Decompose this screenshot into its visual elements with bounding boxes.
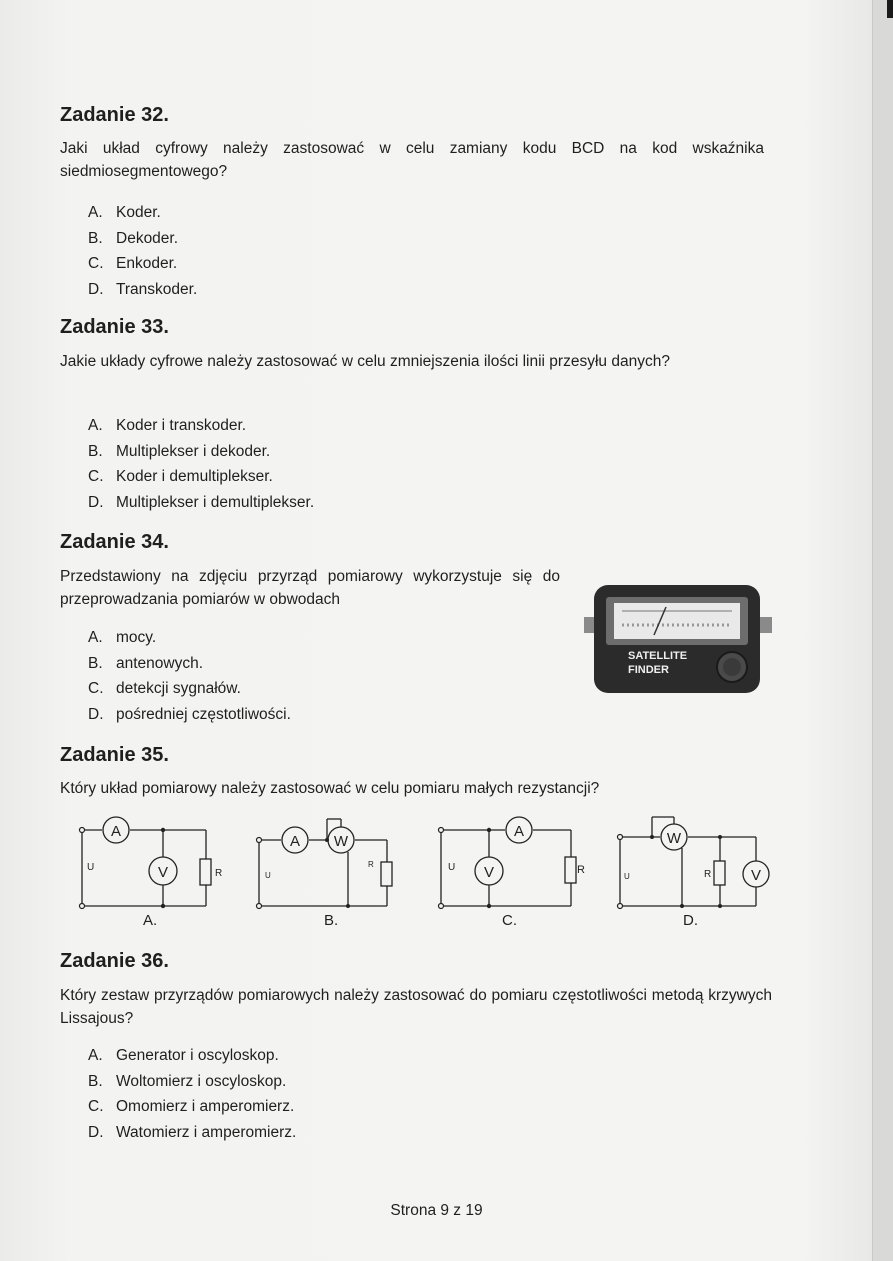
task-34-option-d[interactable]: D. pośredniej częstotliwości. (88, 705, 291, 723)
task-34-option-c[interactable]: C. detekcji sygnałów. (88, 680, 241, 697)
circuit-b-meter-label: W (333, 833, 349, 850)
circuit-c-ammeter-label: A (513, 823, 525, 840)
circuit-a-diagram (78, 815, 223, 915)
task-32-option-d[interactable]: D. Transkoder. (88, 280, 198, 298)
circuit-d-label: D. (683, 912, 698, 929)
satellite-finder-icon (584, 583, 772, 695)
task-36-title: Zadanie 36. (60, 950, 169, 972)
task-36-option-c[interactable]: C. Omomierz i amperomierz. (88, 1098, 295, 1115)
task-33-title: Zadanie 33. (60, 316, 169, 338)
circuit-d-resistor-label: R (704, 869, 712, 880)
task-36-option-a[interactable]: A. Generator i oscyloskop. (88, 1047, 279, 1064)
task-34-option-a[interactable]: A. mocy. (88, 629, 157, 646)
circuit-c-diagram (437, 815, 585, 915)
circuit-c-resistor-label: R (577, 864, 585, 876)
circuit-a-ammeter-label: A (110, 823, 122, 840)
device-label-line2: FINDER (628, 664, 669, 676)
circuit-c[interactable] (437, 815, 585, 915)
task-33-options (88, 413, 314, 515)
circuit-c-source-label: U (448, 862, 456, 873)
circuit-a[interactable] (78, 815, 223, 915)
task-34-options (88, 625, 291, 727)
circuit-b[interactable] (255, 815, 395, 915)
task-32-option-a[interactable]: A. Koder. (88, 204, 161, 221)
task-34-title: Zadanie 34. (60, 531, 169, 553)
task-33-option-a[interactable]: A. Koder i transkoder. (88, 417, 247, 434)
scan-mark (887, 0, 893, 18)
task-34-option-b[interactable]: B. antenowych. (88, 654, 204, 672)
task-36-option-b[interactable]: B. Woltomierz i oscyloskop. (88, 1072, 287, 1090)
device-label-line1: SATELLITE (628, 650, 688, 662)
circuit-c-meter-label: V (483, 864, 495, 881)
page-edge (872, 0, 893, 1261)
task-32-title: Zadanie 32. (60, 104, 169, 126)
task-32-options (88, 200, 197, 302)
satellite-finder-photo (584, 583, 772, 695)
circuit-b-ammeter-label: A (289, 833, 301, 850)
task-32-question: Jaki układ cyfrowy należy zastosować w celu zamiany kodu BCD na kod wskaźnika siedmiosegmentowego? (60, 140, 764, 180)
circuit-c-label: C. (502, 912, 517, 929)
circuit-d-source-label: U (624, 872, 630, 881)
circuit-a-source-label: U (87, 862, 95, 873)
task-35-title: Zadanie 35. (60, 744, 169, 766)
task-36-options (88, 1043, 296, 1145)
page-number: Strona 9 z 19 (390, 1202, 483, 1219)
task-36-option-d[interactable]: D. Watomierz i amperomierz. (88, 1123, 297, 1141)
task-33-option-d[interactable]: D. Multiplekser i demultiplekser. (88, 493, 315, 511)
circuit-d-meter-label: V (750, 867, 762, 884)
task-34-question: Przedstawiony na zdjęciu przyrząd pomiarowy wykorzystuje się do przeprowadzania pomiarów w obwodach (60, 568, 560, 608)
circuit-a-label: A. (143, 912, 158, 929)
circuit-b-diagram (255, 815, 395, 915)
circuit-d-wattmeter-label: W (666, 830, 682, 847)
circuit-a-resistor-label: R (215, 868, 223, 879)
task-33-question: Jakie układy cyfrowe należy zastosować w celu zmniejszenia ilości linii przesyłu danych? (60, 353, 670, 370)
task-33-option-c[interactable]: C. Koder i demultiplekser. (88, 468, 273, 485)
circuit-a-meter-label: V (157, 864, 169, 881)
circuit-b-resistor-label: R (368, 860, 374, 869)
task-32-option-c[interactable]: C. Enkoder. (88, 255, 178, 272)
circuit-b-source-label: U (265, 871, 271, 880)
circuit-d-diagram (616, 815, 772, 915)
circuit-d[interactable] (616, 815, 772, 915)
task-36-question: Który zestaw przyrządów pomiarowych należy zastosować do pomiaru częstotliwości metodą krzywych Lissajous? (60, 987, 772, 1027)
task-35-question: Który układ pomiarowy należy zastosować w celu pomiaru małych rezystancji? (60, 780, 600, 797)
task-32-option-b[interactable]: B. Dekoder. (88, 229, 179, 247)
circuit-b-label: B. (324, 912, 339, 929)
task-33-option-b[interactable]: B. Multiplekser i dekoder. (88, 442, 271, 460)
